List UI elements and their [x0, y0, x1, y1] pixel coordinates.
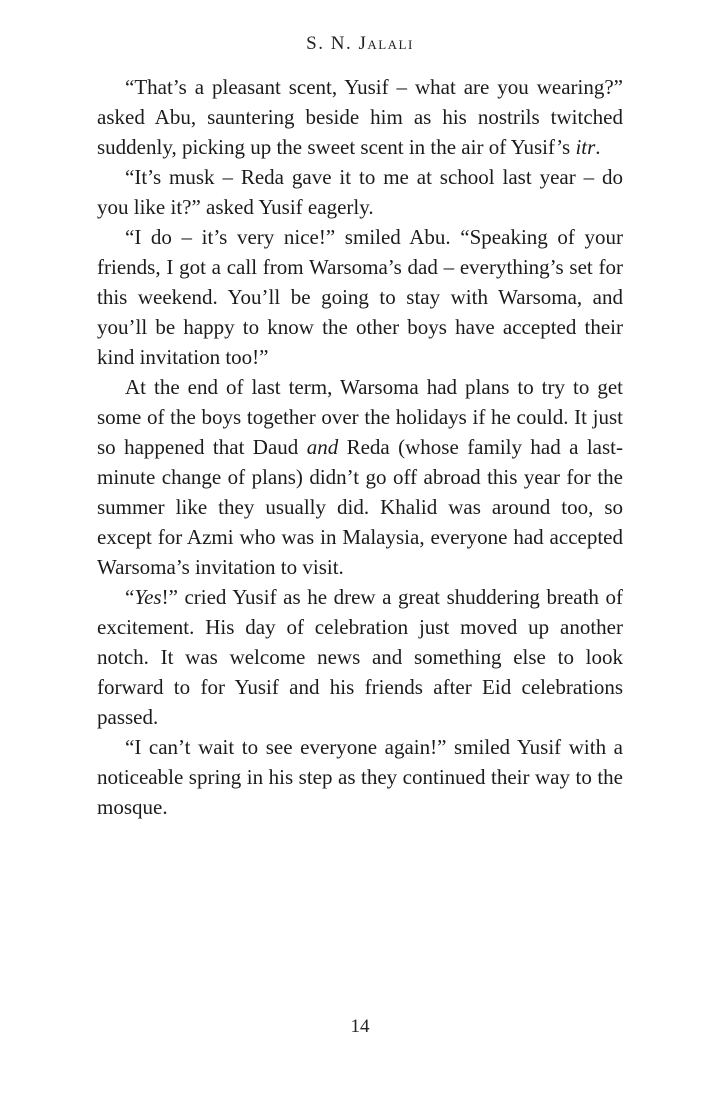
text-run: “ [125, 585, 135, 609]
text-run: !” cried Yusif as he drew a great shuddering breath of excitement. His day of celebration just moved up another notch. It was welcome news and something else to look forward to for Yusif and his friends after Eid celebrations passed. [97, 585, 623, 729]
text-run: “I do – it’s very nice!” smiled Abu. “Speaking of your friends, I got a call from Warsoma’s dad – everything’s set for this weekend. You’ll be going to stay with Warsoma, and you’ll be happy to know the other boys have accepted their kind invitation too!” [97, 225, 623, 369]
text-run: At the end of last term, Warsoma had plans to try to get some of the boys together over the holidays if he could. It just so happened that Daud [97, 375, 623, 459]
running-header-author: S. N. Jalali [306, 33, 414, 54]
italic-text-run: and [306, 435, 339, 459]
text-run: . [595, 135, 601, 159]
paragraph [97, 582, 623, 732]
paragraph [97, 732, 623, 822]
body-text [97, 72, 623, 822]
paragraph [97, 372, 623, 582]
page-number: 14 [350, 1016, 370, 1037]
italic-text-run: Yes [134, 585, 162, 609]
text-run: “I can’t wait to see everyone again!” smiled Yusif with a noticeable spring in his step as they continued their way to the mosque. [97, 735, 623, 819]
text-run: “It’s musk – Reda gave it to me at school last year – do you like it?” asked Yusif eagerly. [97, 165, 623, 219]
paragraph [97, 162, 623, 222]
text-run: Reda (whose family had a last-minute change of plans) didn’t go off abroad this year for the summer like they usually did. Khalid was around too, so except for Azmi who was in Malaysia, everyone had accepted Warsoma’s invitation to visit. [97, 435, 623, 579]
paragraph [97, 72, 623, 162]
italic-text-run: itr [575, 135, 596, 159]
paragraph [97, 222, 623, 372]
text-run: “That’s a pleasant scent, Yusif – what are you wearing?” asked Abu, sauntering beside him as his nostrils twitched suddenly, picking up the sweet scent in the air of Yusif’s [97, 75, 623, 159]
